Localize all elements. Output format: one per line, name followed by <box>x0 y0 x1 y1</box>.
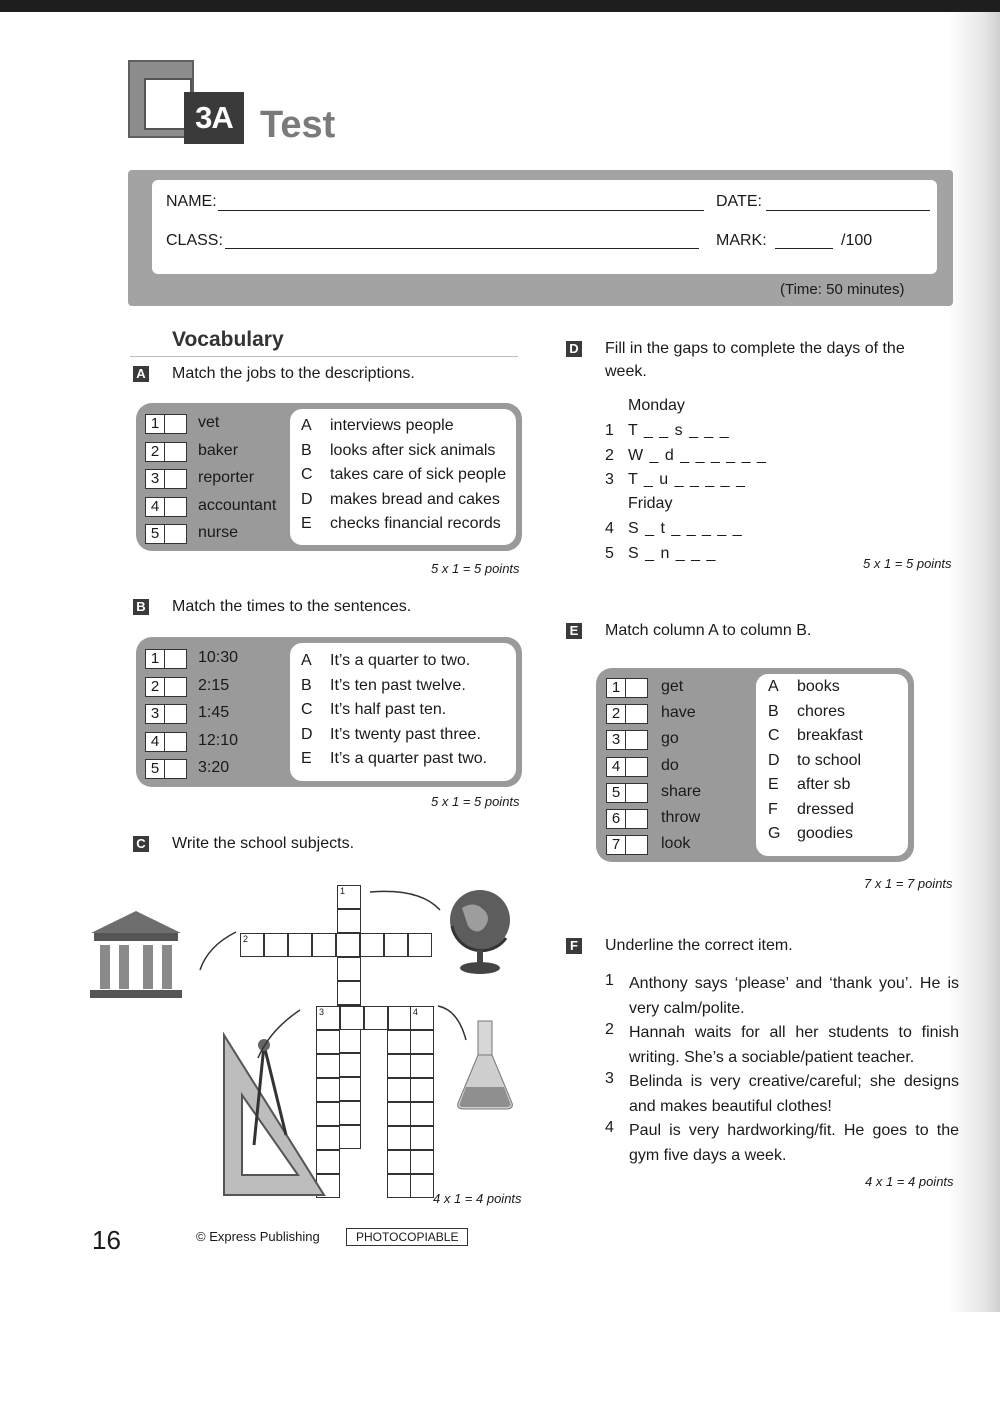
answer-box[interactable] <box>145 469 187 489</box>
item-text: vet <box>198 414 220 431</box>
answer-box[interactable] <box>606 730 648 750</box>
option-letter: C <box>301 466 313 483</box>
day-gap-text[interactable]: S _ t _ _ _ _ _ <box>628 520 743 537</box>
date-label: DATE: <box>716 193 762 210</box>
photocopiable-badge: PHOTOCOPIABLE <box>346 1228 468 1246</box>
answer-box[interactable] <box>606 783 648 803</box>
option-letter: A <box>301 652 312 669</box>
item-text: nurse <box>198 524 239 541</box>
option-letter: A <box>301 417 312 434</box>
option-text: goodies <box>797 825 854 842</box>
item-number: 5 <box>146 525 165 543</box>
item-text: accountant <box>198 496 277 514</box>
item-number: 3 <box>607 731 626 749</box>
crossword-cell[interactable] <box>337 1101 361 1125</box>
item-number: 4 <box>605 1119 614 1136</box>
clue-number: 2 <box>243 934 249 944</box>
option-letter: D <box>301 725 313 743</box>
time-note: (Time: 50 minutes) <box>780 281 905 298</box>
option-text: takes care of sick people <box>330 466 507 483</box>
day-given-monday: Monday <box>628 397 685 414</box>
crossword-cell[interactable] <box>337 1125 361 1149</box>
copyright: © Express Publishing <box>196 1229 320 1244</box>
option-letter: E <box>301 515 312 532</box>
item-number: 3 <box>146 705 165 723</box>
clue-number: 1 <box>340 886 346 896</box>
crossword-cell[interactable] <box>387 1102 411 1126</box>
name-label: NAME: <box>166 193 217 210</box>
option-text: to school <box>797 751 862 769</box>
option-letter: A <box>768 678 779 695</box>
item-text: 1:45 <box>198 704 230 721</box>
scan-top-edge <box>0 0 1000 12</box>
sentence-end: . He goes to the gym five days a week. <box>629 1122 959 1164</box>
option-text: makes bread and cakes <box>330 490 500 508</box>
answer-box[interactable] <box>145 704 187 724</box>
option-letter: C <box>301 701 313 718</box>
answer-box[interactable] <box>145 442 187 462</box>
mark-total: /100 <box>841 232 873 249</box>
option-letter: D <box>301 490 313 508</box>
student-info-box <box>152 180 937 274</box>
page-title: Test <box>260 104 336 146</box>
section-f-letter: F <box>566 938 582 954</box>
answer-box[interactable] <box>606 678 648 698</box>
option-text: chores <box>797 702 846 720</box>
item-number: 4 <box>146 733 165 751</box>
section-f-points: 4 x 1 = 4 points <box>865 1174 954 1189</box>
section-f-instruction: Underline the correct item. <box>605 937 793 954</box>
option-text: after sb <box>797 776 851 793</box>
option-letter: E <box>301 750 312 767</box>
section-e-instruction: Match column A to column B. <box>605 622 812 639</box>
section-d-letter: D <box>566 341 582 357</box>
section-a-points: 5 x 1 = 5 points <box>431 561 520 576</box>
item-text: do <box>661 756 679 774</box>
item-text: baker <box>198 441 239 459</box>
answer-box[interactable] <box>145 732 187 752</box>
answer-box[interactable] <box>606 704 648 724</box>
section-c-points: 4 x 1 = 4 points <box>433 1191 522 1206</box>
section-a-letter: A <box>133 366 149 382</box>
day-gap-text[interactable]: T _ u _ _ _ _ _ <box>628 471 746 488</box>
sentence <box>629 972 959 1021</box>
item-number: 5 <box>607 784 626 802</box>
option-text: breakfast <box>797 727 863 744</box>
item-number: 2 <box>605 446 614 464</box>
option-letter: E <box>768 776 779 793</box>
option-text: checks financial records <box>330 515 501 532</box>
option-text: It’s ten past twelve. <box>330 676 466 694</box>
date-field[interactable] <box>766 210 930 211</box>
sentence-end: . <box>740 999 745 1017</box>
option-text: It’s a quarter past two. <box>330 750 488 767</box>
item-number: 1 <box>607 679 626 697</box>
item-number: 3 <box>605 471 614 488</box>
answer-box[interactable] <box>145 414 187 434</box>
section-a-instruction: Match the jobs to the descriptions. <box>172 365 415 382</box>
item-number: 4 <box>605 520 614 537</box>
item-number: 4 <box>146 498 165 516</box>
item-text: 2:15 <box>198 676 230 694</box>
option-letter: G <box>768 825 781 842</box>
item-number: 1 <box>146 415 165 433</box>
sentence-end: teacher. <box>852 1048 915 1066</box>
crossword-cell[interactable] <box>410 1150 434 1174</box>
class-field[interactable] <box>225 248 699 249</box>
option-letter: C <box>768 727 780 744</box>
mark-label: MARK: <box>716 232 767 249</box>
answer-box[interactable] <box>606 757 648 777</box>
answer-box[interactable] <box>606 835 648 855</box>
item-number: 2 <box>146 678 165 696</box>
unit-badge: 3A <box>184 92 244 144</box>
option-letter: F <box>768 800 778 818</box>
item-text: have <box>661 704 696 722</box>
sentence-start: Paul is very <box>629 1122 728 1139</box>
item-number: 2 <box>146 443 165 461</box>
mark-field[interactable] <box>775 248 833 249</box>
item-number: 1 <box>146 650 165 668</box>
option-text: interviews people <box>330 417 454 434</box>
sentence <box>629 1021 959 1070</box>
choice-options[interactable]: sociable/patient <box>741 1048 853 1066</box>
item-number: 5 <box>146 760 165 778</box>
crossword-cell[interactable] <box>387 1174 411 1198</box>
option-text: looks after sick animals <box>330 441 496 459</box>
item-number: 3 <box>605 1070 614 1087</box>
crossword-cell[interactable] <box>410 1102 434 1126</box>
section-e-letter: E <box>566 623 582 639</box>
item-number: 7 <box>607 836 626 854</box>
name-field[interactable] <box>218 210 704 211</box>
answer-box[interactable] <box>145 497 187 517</box>
item-number: 1 <box>605 972 614 989</box>
vocabulary-rule <box>130 356 518 357</box>
option-letter: B <box>301 441 312 459</box>
item-text: get <box>661 678 684 695</box>
day-gap-text[interactable]: W _ d _ _ _ _ _ _ <box>628 446 767 464</box>
option-letter: B <box>768 702 779 720</box>
choice-options[interactable]: calm/polite <box>663 999 741 1017</box>
item-text: 3:20 <box>198 759 230 776</box>
answer-box[interactable] <box>606 809 648 829</box>
item-text: 10:30 <box>198 649 239 666</box>
section-c-letter: C <box>133 836 149 852</box>
answer-box[interactable] <box>145 677 187 697</box>
day-gap-text[interactable]: S _ n _ _ _ <box>628 544 717 562</box>
sentence <box>629 1070 959 1119</box>
day-given-friday: Friday <box>628 495 673 512</box>
choice-options[interactable]: creative/careful <box>748 1073 858 1090</box>
section-d-instruction: Fill in the gaps to complete the days of the week. <box>605 340 905 380</box>
item-number: 1 <box>605 422 614 439</box>
section-b-points: 5 x 1 = 5 points <box>431 794 520 809</box>
option-letter: D <box>768 751 780 769</box>
answer-box[interactable] <box>145 649 187 669</box>
page-number: 16 <box>92 1225 121 1255</box>
item-number: 3 <box>146 470 165 488</box>
sentence-start: Anthony says ‘please’ and ‘thank you’. He is very <box>629 975 959 1017</box>
clue-number: 3 <box>319 1007 325 1017</box>
vocabulary-heading: Vocabulary <box>172 328 284 351</box>
clue-number: 4 <box>413 1007 419 1017</box>
day-gap-text[interactable]: T _ _ s _ _ _ <box>628 422 730 439</box>
option-letter: B <box>301 676 312 694</box>
answer-box[interactable] <box>145 759 187 779</box>
item-text: look <box>661 835 691 853</box>
sentence-end: ; she designs and makes beautiful clothes! <box>629 1073 960 1115</box>
section-d-points: 5 x 1 = 5 points <box>863 556 952 571</box>
option-text: dressed <box>797 800 854 818</box>
section-b-instruction: Match the times to the sentences. <box>172 598 412 615</box>
option-text: It’s half past ten. <box>330 701 447 718</box>
item-number: 2 <box>605 1021 614 1038</box>
section-e-points: 7 x 1 = 7 points <box>864 876 953 891</box>
sentence-start: Hannah waits for all her students to finish writing. She’s a <box>629 1024 959 1066</box>
crossword-cell[interactable] <box>387 1150 411 1174</box>
item-text: reporter <box>198 469 255 486</box>
crossword-cell[interactable] <box>410 1126 434 1150</box>
crossword-arrows <box>190 880 490 1090</box>
answer-box[interactable] <box>145 524 187 544</box>
option-text: It’s a quarter to two. <box>330 652 471 669</box>
sentence-start: Belinda is very <box>629 1073 749 1090</box>
crossword-cell[interactable] <box>387 1126 411 1150</box>
choice-options[interactable]: hardworking/fit <box>727 1122 832 1139</box>
item-number: 6 <box>607 810 626 828</box>
item-number: 5 <box>605 544 614 562</box>
option-text: It’s twenty past three. <box>330 725 481 743</box>
item-number: 2 <box>607 705 626 723</box>
class-label: CLASS: <box>166 232 223 249</box>
item-text: share <box>661 782 702 800</box>
item-text: 12:10 <box>198 731 239 749</box>
crossword-cell[interactable] <box>410 1174 434 1198</box>
item-number: 4 <box>607 758 626 776</box>
sentence <box>629 1119 959 1168</box>
museum-building-icon <box>86 905 186 1005</box>
option-text: books <box>797 678 840 695</box>
section-c-instruction: Write the school subjects. <box>172 835 355 852</box>
item-text: throw <box>661 809 701 826</box>
section-b-letter: B <box>133 599 149 615</box>
item-text: go <box>661 730 679 748</box>
